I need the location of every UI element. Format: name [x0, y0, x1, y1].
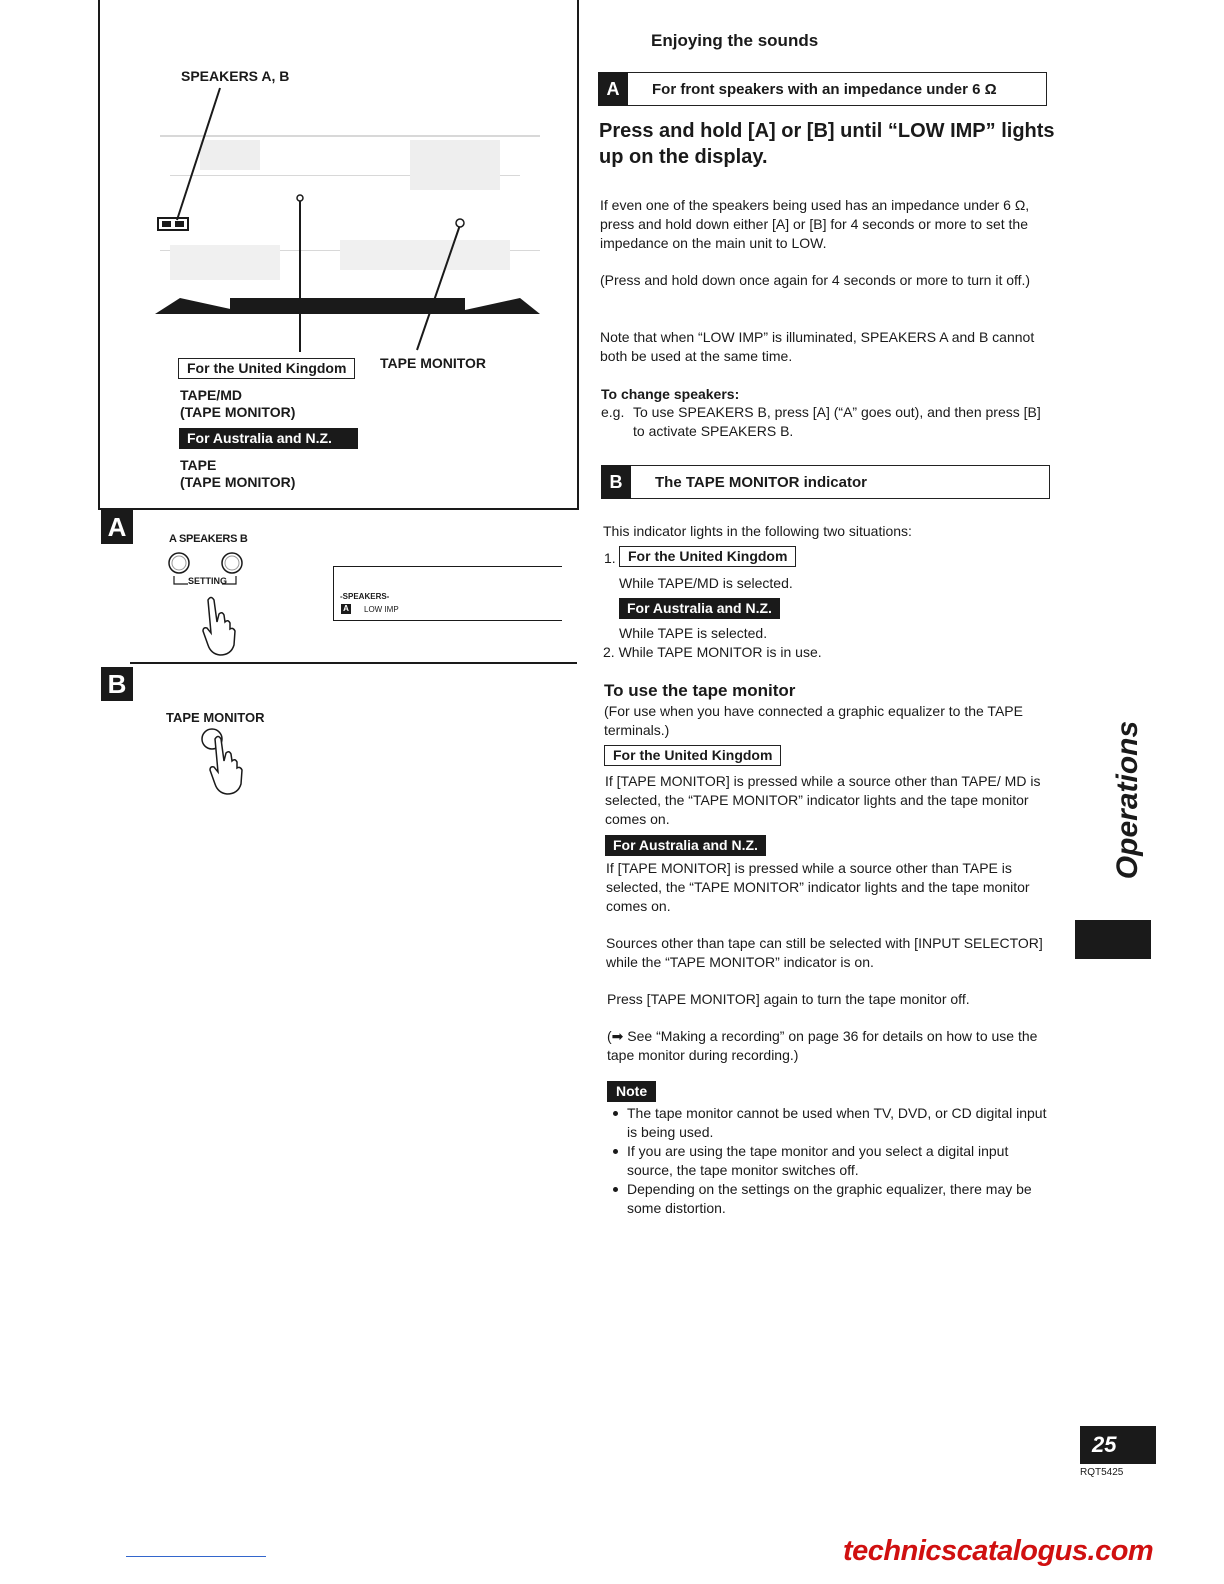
- uk-source-note: (TAPE MONITOR): [180, 404, 296, 420]
- section-a-title: For front speakers with an impedance under 6 Ω: [652, 80, 997, 98]
- turn-off-paragraph: (Press and hold down once again for 4 seconds or more to turn it off.): [600, 272, 1031, 288]
- uk-region-tag: For the United Kingdom: [178, 358, 355, 379]
- footer-website-link[interactable]: technicscatalogus.com: [843, 1535, 1154, 1567]
- note-item: If you are using the tape monitor and you select a digital input source, the tape monitor switches off.: [607, 1142, 1057, 1180]
- section-b-title: The TAPE MONITOR indicator: [655, 473, 867, 491]
- tape-monitor-button-icon: [195, 725, 265, 800]
- section-a-letter: A: [598, 72, 628, 106]
- footer-rule: [126, 1556, 266, 1557]
- pressing-hand-icon: [203, 598, 235, 656]
- front-panel-illustration: [140, 80, 560, 360]
- section-b-letter: B: [601, 465, 631, 499]
- speakers-ab-label: SPEAKERS A, B: [181, 68, 290, 84]
- setting-label: SETTING: [188, 576, 228, 586]
- indicator-item-1-number: 1.: [604, 550, 616, 566]
- indicator-intro: This indicator lights in the following two situations:: [603, 523, 912, 539]
- indicator-au-text: While TAPE is selected.: [619, 625, 768, 641]
- side-tab-marker: [1075, 920, 1151, 959]
- au-source-name: TAPE: [180, 457, 217, 473]
- notes-list: [607, 1104, 1057, 1218]
- page-heading: Enjoying the sounds: [651, 31, 819, 50]
- sources-paragraph: Sources other than tape can still be selected with [INPUT SELECTOR] while the “TAPE MONITOR” indicator is on.: [606, 935, 1043, 970]
- tape-monitor-intro: (For use when you have connected a graphic equalizer to the TAPE terminals.): [604, 703, 1023, 738]
- uk-source-name: TAPE/MD: [180, 387, 242, 403]
- section-a-header: [598, 72, 1047, 106]
- tape-monitor-callout-label: TAPE MONITOR: [380, 355, 487, 371]
- low-imp-note-paragraph: Note that when “LOW IMP” is illuminated, SPEAKERS A and B cannot both be used at the same time.: [600, 329, 1035, 364]
- instruction-heading: Press and hold [A] or [B] until “LOW IMP” lights up on the display.: [599, 120, 1055, 168]
- document-code: RQT5425: [1080, 1467, 1124, 1478]
- impedance-paragraph: If even one of the speakers being used has an impedance under 6 Ω, press and hold down either [A] or [B] for 4 seconds or more to set the impedance on the main unit to LOW.: [600, 197, 1030, 251]
- tape-monitor-au-text: If [TAPE MONITOR] is pressed while a source other than TAPE is selected, the “TAPE MONITOR” indicator lights and the tape monitor comes on.: [606, 860, 1030, 914]
- indicator-au-tag: For Australia and N.Z.: [619, 598, 780, 619]
- note-label: Note: [607, 1081, 656, 1102]
- au-region-tag: For Australia and N.Z.: [179, 428, 358, 449]
- see-reference-paragraph: (➡ See “Making a recording” on page 36 for details on how to use the tape monitor during recording.): [607, 1028, 1038, 1063]
- press-off-paragraph: Press [TAPE MONITOR] again to turn the tape monitor off.: [607, 991, 970, 1007]
- indicator-uk-text: While TAPE/MD is selected.: [619, 575, 793, 591]
- change-speakers-heading: To change speakers:: [601, 386, 740, 402]
- section-b-header: [601, 465, 1050, 499]
- display-low-imp-text: LOW IMP: [364, 605, 399, 614]
- tape-monitor-uk-text: If [TAPE MONITOR] is pressed while a source other than TAPE/ MD is selected, the “TAPE MONITOR” indicator lights and the tape monitor comes on.: [605, 773, 1041, 827]
- change-speakers-eg: e.g.: [601, 404, 625, 420]
- tape-monitor-button-label: TAPE MONITOR: [166, 710, 265, 725]
- speaker-buttons-icon: [160, 548, 260, 658]
- change-speakers-text: To use SPEAKERS B, press [A] (“A” goes out), and then press [B] to activate SPEAKERS B.: [633, 404, 1041, 439]
- figure-b-badge: B: [101, 667, 133, 701]
- note-item: The tape monitor cannot be used when TV, DVD, or CD digital input is being used.: [607, 1104, 1057, 1142]
- page-number: 25: [1080, 1426, 1156, 1464]
- tape-monitor-heading: To use the tape monitor: [604, 681, 796, 700]
- indicator-uk-tag: For the United Kingdom: [619, 546, 796, 567]
- display-speakers-text: -SPEAKERS-: [340, 592, 390, 601]
- figure-divider: [130, 662, 577, 664]
- display-speaker-a-indicator: A: [341, 604, 351, 614]
- tape-monitor-au-tag: For Australia and N.Z.: [605, 835, 766, 856]
- note-item: Depending on the settings on the graphic equalizer, there may be some distortion.: [607, 1180, 1057, 1218]
- speakers-buttons-label: A SPEAKERS B: [169, 533, 248, 545]
- indicator-item-2: 2. While TAPE MONITOR is in use.: [603, 644, 822, 660]
- tape-monitor-uk-tag: For the United Kingdom: [604, 745, 781, 766]
- figure-a-badge: A: [101, 510, 133, 544]
- operations-side-tab: Operations: [1111, 720, 1144, 880]
- au-source-note: (TAPE MONITOR): [180, 474, 296, 490]
